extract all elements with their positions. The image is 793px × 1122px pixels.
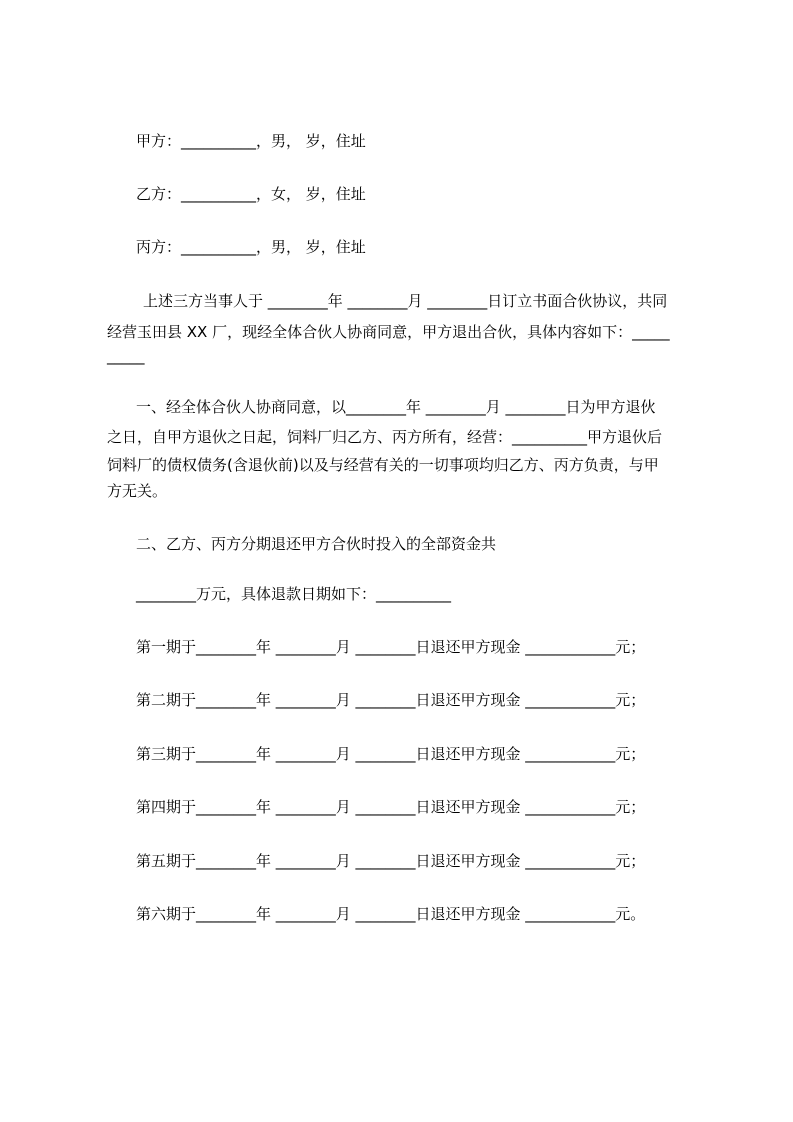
party-bing-line: 丙方：__________，男， 岁，住址 <box>136 238 366 256</box>
intro-line-2: 经营玉田县 XX 厂，现经全体合伙人协商同意，甲方退出合伙，具体内容如下：_____ <box>107 323 670 341</box>
clause1-line-1: 一、经全体合伙人协商同意，以________年 ________月 ________日为甲方退伙 <box>136 398 656 416</box>
installment-line-2: 第二期于________年 ________月 ________日退还甲方现金 ____________元； <box>136 691 646 709</box>
party-yi-line: 乙方：__________，女， 岁，住址 <box>136 185 366 203</box>
party-jia-line: 甲方：__________，男， 岁，住址 <box>136 132 366 150</box>
intro-line-1: 上述三方当事人于 ________年 ________月 ________日订立书面合伙协议，共同 <box>143 292 668 310</box>
installment-line-3: 第三期于________年 ________月 ________日退还甲方现金 ____________元； <box>136 745 646 763</box>
clause2-line-1: 二、乙方、丙方分期退还甲方合伙时投入的全部资金共 <box>136 535 497 553</box>
clause1-line-4: 方无关。 <box>107 482 168 500</box>
clause1-line-3: 饲料厂的债权债务(含退伙前)以及与经营有关的一切事项均归乙方、丙方负责，与甲 <box>107 456 659 474</box>
clause2-line-2: ________万元，具体退款日期如下：__________ <box>136 585 452 603</box>
installment-line-6: 第六期于________年 ________月 ________日退还甲方现金 ____________元。 <box>136 905 646 923</box>
clause1-line-2: 之日，自甲方退伙之日起，饲料厂归乙方、丙方所有，经营：__________甲方退伙后 <box>107 428 663 446</box>
installment-line-1: 第一期于________年 ________月 ________日退还甲方现金 ____________元； <box>136 638 646 656</box>
intro-line-3: _____ <box>107 347 145 365</box>
installment-line-5: 第五期于________年 ________月 ________日退还甲方现金 ____________元； <box>136 852 646 870</box>
installment-line-4: 第四期于________年 ________月 ________日退还甲方现金 ____________元； <box>136 798 646 816</box>
